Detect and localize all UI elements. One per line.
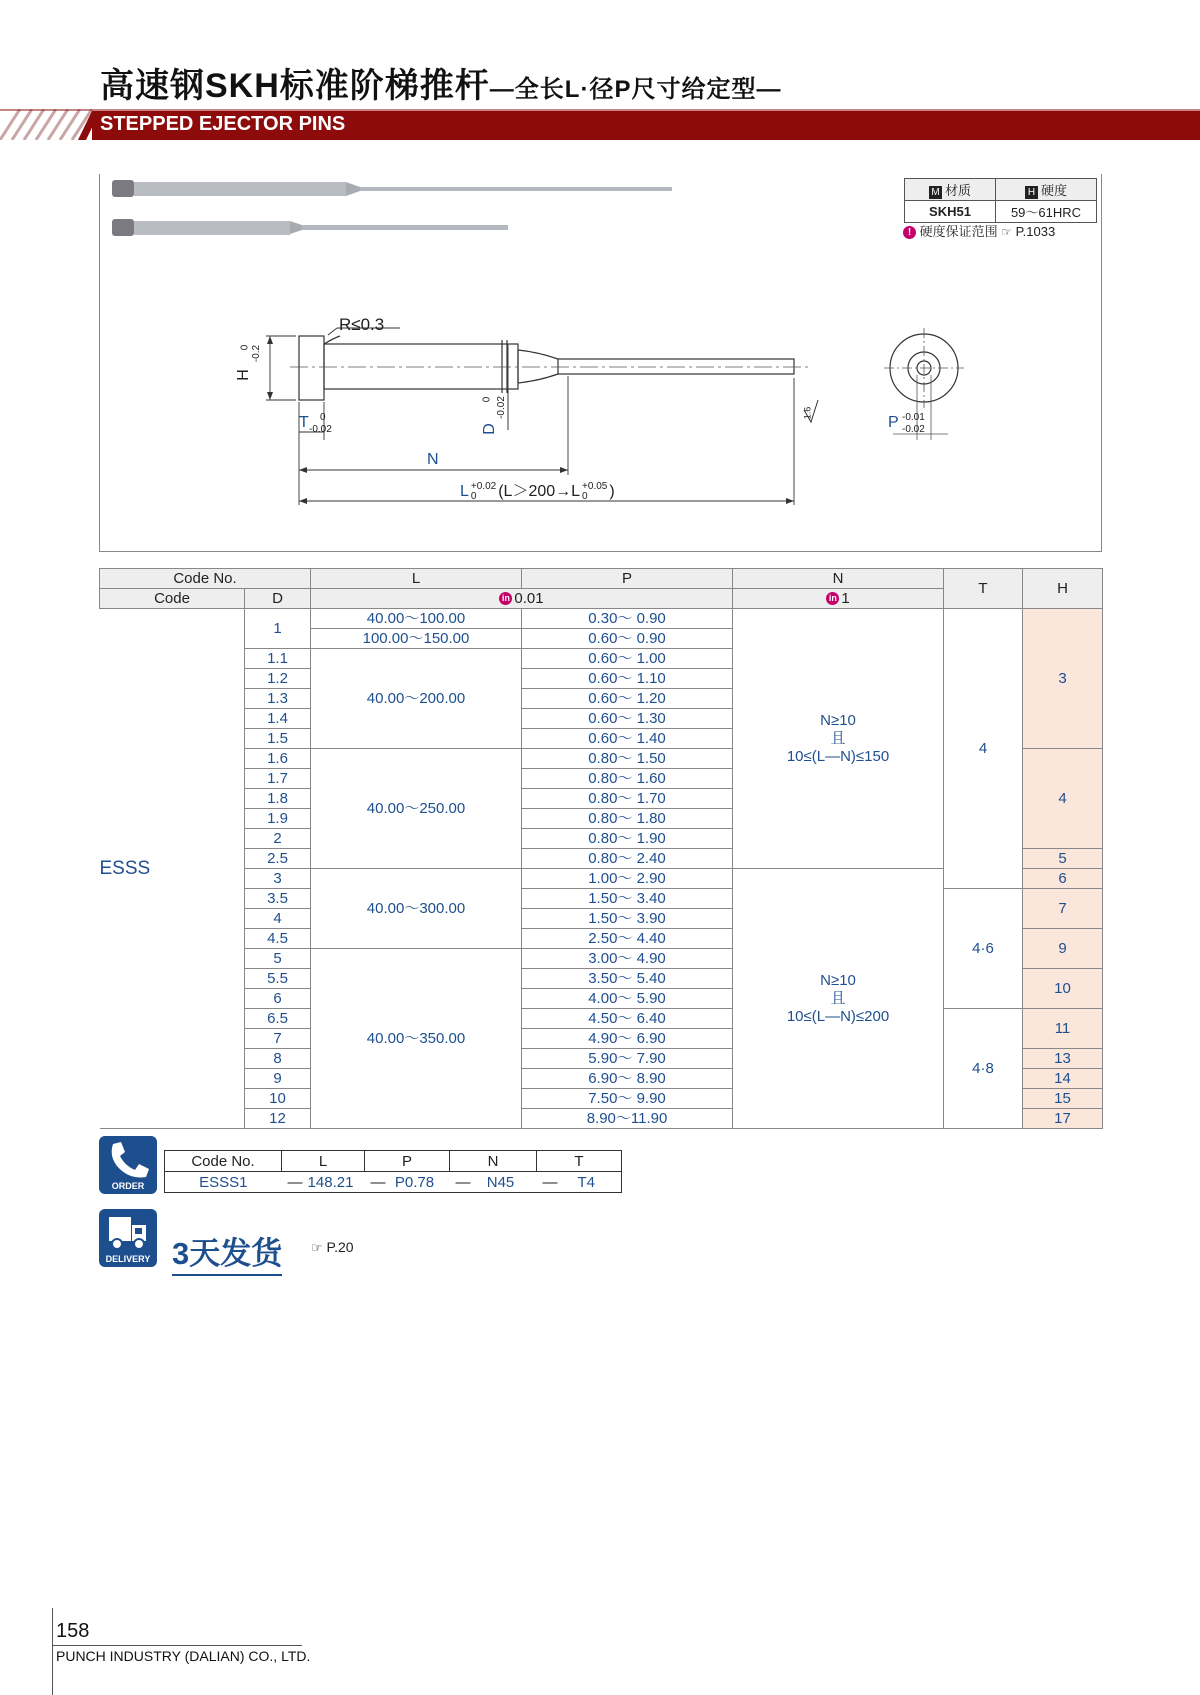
delivery-ref bbox=[311, 1239, 354, 1256]
p-cell: 4.50～ 6.40 bbox=[522, 1009, 733, 1029]
d-cell: 1.4 bbox=[245, 709, 311, 729]
n-rule-line: N≥10 bbox=[820, 971, 856, 989]
h-cell: 3 bbox=[1023, 609, 1103, 749]
order-t bbox=[537, 1172, 622, 1193]
n-increment bbox=[733, 589, 944, 609]
d-cell: 1.1 bbox=[245, 649, 311, 669]
delivery-badge bbox=[99, 1209, 157, 1267]
order-separator: — bbox=[370, 1173, 386, 1191]
t-cell: 4·8 bbox=[944, 1009, 1023, 1129]
material-icon: M bbox=[929, 186, 942, 199]
order-l-value: 148.21 bbox=[307, 1173, 354, 1191]
l-cell: 40.00～350.00 bbox=[311, 949, 522, 1129]
d-cell: 1.8 bbox=[245, 789, 311, 809]
delivery-ref-page[interactable]: P.20 bbox=[326, 1239, 354, 1255]
p-cell: 1.00～ 2.90 bbox=[522, 869, 733, 889]
h-cell: 13 bbox=[1023, 1049, 1103, 1069]
order-col-codeno: Code No. bbox=[165, 1151, 282, 1172]
col-header-n: N bbox=[733, 569, 944, 589]
n-rule-line: N≥10 bbox=[820, 711, 856, 729]
p-tol-up: -0.01 bbox=[902, 412, 925, 423]
p-cell: 3.00～ 4.90 bbox=[522, 949, 733, 969]
material-value: SKH51 bbox=[905, 201, 996, 223]
d-cell: 8 bbox=[245, 1049, 311, 1069]
d-cell: 2.5 bbox=[245, 849, 311, 869]
hardness-label: 硬度 bbox=[1040, 183, 1067, 198]
l-label: L bbox=[460, 483, 469, 500]
p-cell: 0.80～ 1.50 bbox=[522, 749, 733, 769]
d-cell: 5 bbox=[245, 949, 311, 969]
d-cell: 1.9 bbox=[245, 809, 311, 829]
order-n-value: N45 bbox=[486, 1173, 515, 1191]
order-header-row bbox=[165, 1151, 622, 1172]
l-cell: 100.00～150.00 bbox=[311, 629, 522, 649]
hardness-value: 59～61HRC bbox=[996, 201, 1097, 223]
h-label: H bbox=[234, 369, 252, 381]
d-cell: 1.5 bbox=[245, 729, 311, 749]
l-cell: 40.00～200.00 bbox=[311, 649, 522, 749]
order-separator: — bbox=[542, 1173, 558, 1191]
col-header-d: D bbox=[245, 589, 311, 609]
code-cell[interactable]: ESSS bbox=[100, 609, 245, 1129]
h-cell: 11 bbox=[1023, 1009, 1103, 1049]
d-cell: 6.5 bbox=[245, 1009, 311, 1029]
table-row bbox=[100, 609, 1103, 629]
hardness-header bbox=[996, 179, 1097, 201]
l-tol1-dn: 0 bbox=[470, 490, 477, 502]
p-cell: 0.60～ 0.90 bbox=[522, 629, 733, 649]
p-label: P bbox=[888, 414, 899, 431]
order-label: ORDER bbox=[111, 1181, 145, 1191]
l-tol1-up: +0.02 bbox=[470, 480, 497, 492]
n-rule-line: 10≤(L—N)≤200 bbox=[786, 1007, 890, 1025]
page-number: 158 bbox=[56, 1620, 90, 1642]
d-tol-dn: -0.02 bbox=[495, 396, 507, 419]
d-cell: 1.3 bbox=[245, 689, 311, 709]
d-dimension bbox=[480, 390, 510, 440]
p-cell: 4.00～ 5.90 bbox=[522, 989, 733, 1009]
p-cell: 0.80～ 1.60 bbox=[522, 769, 733, 789]
d-cell: 1.2 bbox=[245, 669, 311, 689]
pointing-hand-icon: ☞ bbox=[1001, 225, 1013, 239]
material-label: 材质 bbox=[944, 183, 971, 198]
order-value-row bbox=[165, 1172, 622, 1193]
l-tol2-up: +0.05 bbox=[582, 480, 608, 492]
d-cell: 6 bbox=[245, 989, 311, 1009]
delivery-days: 3天发货 bbox=[172, 1228, 282, 1276]
order-p-value: P0.78 bbox=[394, 1173, 435, 1191]
n-label: N bbox=[427, 451, 439, 468]
order-codeno: ESSS1 bbox=[165, 1172, 282, 1193]
p-cell: 0.80～ 2.40 bbox=[522, 849, 733, 869]
product-photo bbox=[112, 180, 672, 236]
t-cell: 4·6 bbox=[944, 889, 1023, 1009]
n-cell-group1 bbox=[733, 609, 944, 869]
material-header bbox=[905, 179, 996, 201]
p-cell: 5.90～ 7.90 bbox=[522, 1049, 733, 1069]
p-cell: 6.90～ 8.90 bbox=[522, 1069, 733, 1089]
order-separator: — bbox=[455, 1173, 471, 1191]
d-cell: 3 bbox=[245, 869, 311, 889]
h-tol-up: 0 bbox=[239, 344, 251, 351]
p-cell: 0.80～ 1.70 bbox=[522, 789, 733, 809]
n-increment-value: 1 bbox=[841, 589, 850, 607]
d-cell: 12 bbox=[245, 1109, 311, 1129]
h-cell: 10 bbox=[1023, 969, 1103, 1009]
warning-icon: ! bbox=[903, 226, 916, 239]
p-cell: 2.50～ 4.40 bbox=[522, 929, 733, 949]
t-cell: 4 bbox=[944, 609, 1023, 889]
lp-increment-value: 0.01 bbox=[514, 589, 544, 607]
col-header-codeno: Code No. bbox=[100, 569, 311, 589]
table-row bbox=[100, 1009, 1103, 1029]
lp-increment bbox=[311, 589, 733, 609]
footer-divider-vertical bbox=[52, 1608, 53, 1695]
order-n bbox=[450, 1172, 537, 1193]
banner-title: STEPPED EJECTOR PINS bbox=[100, 113, 346, 135]
technical-drawing bbox=[0, 0, 1200, 560]
d-cell: 9 bbox=[245, 1069, 311, 1089]
title-sub: —全长L·径P尺寸给定型— bbox=[489, 76, 782, 103]
l-tol2-dn: 0 bbox=[582, 490, 588, 502]
l-cell: 40.00～250.00 bbox=[311, 749, 522, 869]
radius-label: R≤0.3 bbox=[339, 315, 385, 334]
dimension-table bbox=[99, 568, 1103, 1129]
d-cell: 7 bbox=[245, 1029, 311, 1049]
d-label: D bbox=[480, 423, 498, 435]
p-cell: 0.60～ 1.10 bbox=[522, 669, 733, 689]
order-l bbox=[282, 1172, 365, 1193]
d-tol-up: 0 bbox=[481, 396, 493, 403]
footer-divider bbox=[52, 1645, 302, 1646]
order-t-value: T4 bbox=[577, 1173, 595, 1191]
l-end: ) bbox=[609, 483, 615, 500]
d-cell: 1 bbox=[245, 609, 311, 649]
h-cell: 17 bbox=[1023, 1109, 1103, 1129]
p-tol-dn: -0.02 bbox=[902, 424, 925, 435]
col-header-l: L bbox=[311, 569, 522, 589]
order-col-l: L bbox=[282, 1151, 365, 1172]
p-cell: 0.60～ 1.00 bbox=[522, 649, 733, 669]
order-badge bbox=[99, 1136, 157, 1194]
h-cell: 9 bbox=[1023, 929, 1103, 969]
increment-badge: in bbox=[826, 592, 839, 605]
h-cell: 5 bbox=[1023, 849, 1103, 869]
t-label: T bbox=[299, 414, 309, 431]
n-rule-line: 且 bbox=[830, 989, 846, 1007]
hardness-note bbox=[903, 221, 1055, 240]
p-cell: 0.30～ 0.90 bbox=[522, 609, 733, 629]
l-dimension bbox=[460, 478, 615, 502]
d-cell: 1.7 bbox=[245, 769, 311, 789]
l-cell: 40.00～300.00 bbox=[311, 869, 522, 949]
company-name: PUNCH INDUSTRY (DALIAN) CO., LTD. bbox=[56, 1648, 311, 1664]
l-cell: 40.00～100.00 bbox=[311, 609, 522, 629]
p-cell: 0.60～ 1.40 bbox=[522, 729, 733, 749]
d-cell: 5.5 bbox=[245, 969, 311, 989]
p-cell: 3.50～ 5.40 bbox=[522, 969, 733, 989]
phone-icon bbox=[99, 1136, 157, 1180]
hardness-icon: H bbox=[1025, 186, 1038, 199]
d-cell: 10 bbox=[245, 1089, 311, 1109]
t-tol-dn: -0.02 bbox=[309, 424, 332, 435]
h-dimension bbox=[234, 340, 280, 390]
d-cell: 4 bbox=[245, 909, 311, 929]
table-row bbox=[100, 889, 1103, 909]
l-condition: (L＞200→L bbox=[498, 483, 581, 500]
truck-icon bbox=[99, 1209, 157, 1253]
pointing-hand-icon: ☞ bbox=[311, 1240, 323, 1255]
order-col-t: T bbox=[537, 1151, 622, 1172]
h-tol-dn: -0.2 bbox=[251, 344, 263, 363]
n-cell-group2 bbox=[733, 869, 944, 1129]
title-main: 高速钢SKH标准阶梯推杆 bbox=[100, 67, 490, 105]
note-text: 硬度保证范围 bbox=[919, 224, 998, 239]
n-rule-line: 10≤(L—N)≤150 bbox=[786, 747, 890, 765]
note-ref[interactable]: P.1033 bbox=[1015, 224, 1056, 239]
d-cell: 1.6 bbox=[245, 749, 311, 769]
order-col-n: N bbox=[450, 1151, 537, 1172]
p-cell: 0.60～ 1.20 bbox=[522, 689, 733, 709]
roughness-label: 1.6 bbox=[802, 406, 813, 420]
d-cell: 2 bbox=[245, 829, 311, 849]
d-cell: 4.5 bbox=[245, 929, 311, 949]
table-header-row bbox=[100, 569, 1103, 589]
order-col-p: P bbox=[365, 1151, 450, 1172]
p-cell: 0.80～ 1.90 bbox=[522, 829, 733, 849]
increment-badge: in bbox=[499, 592, 512, 605]
p-cell: 1.50～ 3.40 bbox=[522, 889, 733, 909]
p-cell: 0.60～ 1.30 bbox=[522, 709, 733, 729]
order-p bbox=[365, 1172, 450, 1193]
col-header-p: P bbox=[522, 569, 733, 589]
order-separator: — bbox=[287, 1173, 303, 1191]
material-spec-table bbox=[904, 178, 1097, 223]
p-cell: 0.80～ 1.80 bbox=[522, 809, 733, 829]
t-tol-up: 0 bbox=[320, 412, 326, 423]
n-rule-line: 且 bbox=[830, 729, 846, 747]
delivery-label: DELIVERY bbox=[105, 1254, 151, 1264]
h-cell: 6 bbox=[1023, 869, 1103, 889]
p-cell: 4.90～ 6.90 bbox=[522, 1029, 733, 1049]
col-header-code: Code bbox=[100, 589, 245, 609]
d-cell: 3.5 bbox=[245, 889, 311, 909]
col-header-h: H bbox=[1023, 569, 1103, 609]
h-cell: 14 bbox=[1023, 1069, 1103, 1089]
h-cell: 15 bbox=[1023, 1089, 1103, 1109]
p-cell: 7.50～ 9.90 bbox=[522, 1089, 733, 1109]
h-cell: 4 bbox=[1023, 749, 1103, 849]
h-cell: 7 bbox=[1023, 889, 1103, 929]
order-example-table bbox=[164, 1150, 622, 1193]
p-cell: 8.90～11.90 bbox=[522, 1109, 733, 1129]
col-header-t: T bbox=[944, 569, 1023, 609]
p-cell: 1.50～ 3.90 bbox=[522, 909, 733, 929]
